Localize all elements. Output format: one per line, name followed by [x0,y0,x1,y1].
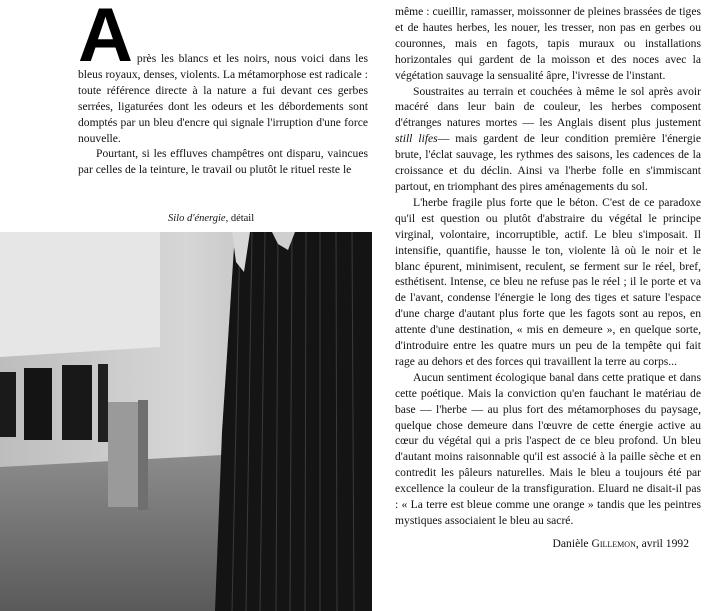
paragraph-4 [395,84,701,195]
author-first-name: Danièle [552,536,592,550]
paragraph-4-end: — mais gardent de leur condition première l'énergie brute, l'éclat sauvage, les rythmes des saisons, les cadences de la croissance et du déclin. Ainsi va l'herbe folle en s'immiscant partout, en triomphant des pires aménagements du sol. [395,132,701,193]
right-column [395,4,701,550]
paragraph-1: près les blancs et les noirs, nous voici dans les bleus royaux, denses, violents. La métamorphose est radicale : toute référence directe à la nature a fui devant ces gerbes serrées, ligaturées dont les odeurs et les débordements sont domptés par un bleu d'encre qui signale l'irruption d'une force nouvelle. [78,52,368,145]
paragraph-2: Pourtant, si les effluves champêtres ont disparu, vaincues par celles de la teinture, le travail ou plutôt le rituel reste le [78,147,368,177]
paragraph-3: même : cueillir, ramasser, moissonner de pleines brassées de tiges et de hautes herbes, les nouer, les tresser, non pas en gerbes ou couronnes, mais en fagots, tapis muraux ou installations horizontales qui gardent de la moisson et des noces avec la végétation sauvage la sensualité âpre, l'ivresse de l'instant. [395,5,701,82]
author-signature [395,537,701,550]
caption-title: Silo d'énergie [168,213,226,224]
caption-detail: , détail [225,213,255,224]
paragraph-6: Aucun sentiment écologique banal dans cette pratique et dans cette poétique. Mais la conviction qu'en fauchant le matériau de base — l'herbe — au plus fort des métamorphoses du paysage, quelque chose demeure dans l'œuvre de cette énergie active au cœur du végétal qui a pris l'aspect de ce bleu profond. Un bleu d'autant moins raisonnable qu'il est associé à la paille sèche et en contredit les pâleurs naturelles. Mais le bleu a toujours été par excellence la couleur de la transfiguration. Eluard ne disait-il pas : « La terre est bleue comme une orange » tandis que les peintres mystiques associaient le bleu au sacré. [395,370,701,527]
artwork-photo-image [0,232,372,611]
signature-date: , avril 1992 [635,536,689,550]
left-column [78,0,368,178]
artwork-photo [0,232,372,611]
photo-caption [168,213,368,224]
author-last-name: Gillemon [591,536,636,550]
paragraph-4-italic: still lifes [395,132,438,146]
paragraph-5: L'herbe fragile plus forte que le béton. C'est de ce paradoxe qu'il est question ou plutôt d'abstraire du végétal le principe virginal, volontaire, incorruptible, actif. Le bleu s'imposait. Il intensifie, quantifie, hausse le ton, violente là où le noir et le blanc épurent, minimisent, reculent, se ferment sur le réel, bref, esthétisent. Intense, ce bleu ne refuse pas le réel ; il le porte et va de l'avant, condense l'énergie le long des tiges et sature l'espace d'une charge d'autant plus forte que les fagots sont au repos, en attente d'une destination, « mis en demeure », en quelque sorte, d'introduire entre les quatre murs un peu de la tempête qui fait rage au dehors et des forces qui travaillent la terre au corps... [395,195,701,368]
paragraph-4-start: Soustraites au terrain et couchées à même le sol après avoir macéré dans leur bain de couleur, les herbes composent d'étranges natures mortes — les Anglais disent plus justement [395,84,701,130]
drop-cap: A [78,0,133,78]
